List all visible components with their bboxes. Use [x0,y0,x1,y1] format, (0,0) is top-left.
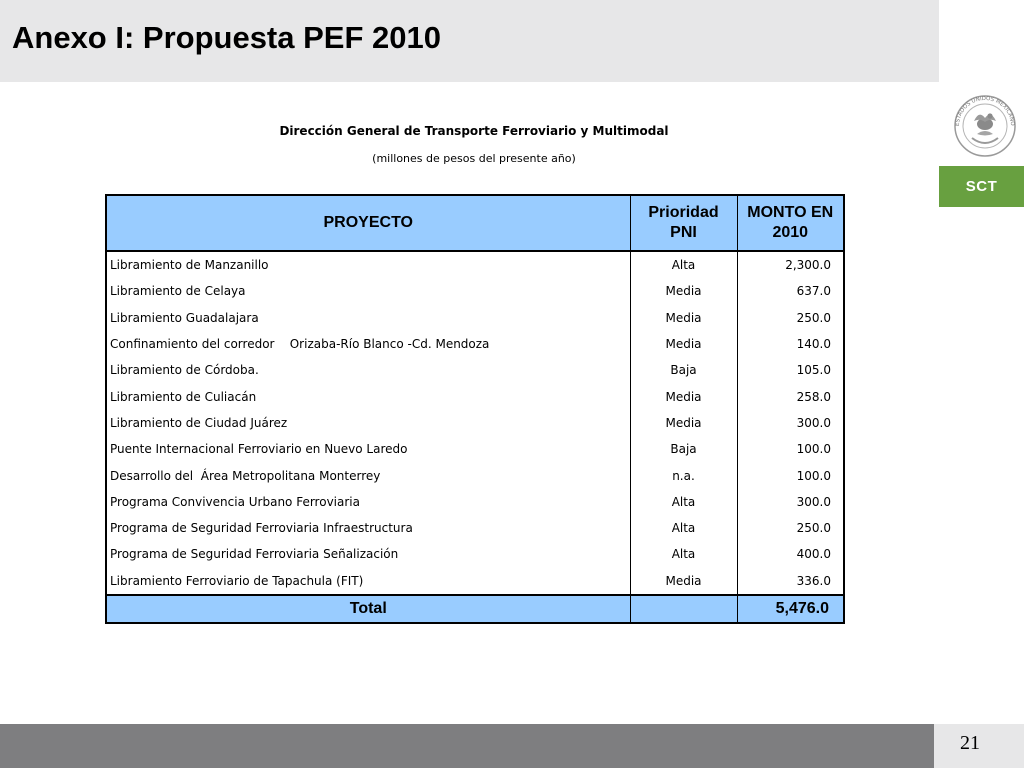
table-row [106,515,844,541]
total-label: Total [106,595,630,623]
project-priority: Alta [630,251,737,278]
table-row [106,383,844,409]
project-name: Programa de Seguridad Ferroviaria Infraestructura [106,515,630,541]
table-row [106,462,844,488]
project-name: Libramiento de Culiacán [106,383,630,409]
project-priority: Media [630,278,737,304]
project-amount: 250.0 [796,521,831,536]
projects-table [105,194,845,624]
project-amount: 105.0 [796,363,831,378]
header-priority: Prioridad PNI [630,195,737,251]
table-row [106,357,844,383]
table-row [106,331,844,357]
sct-logo: SCT [939,166,1024,207]
project-name: Libramiento de Celaya [106,278,630,304]
table-row [106,278,844,304]
table-row [106,489,844,515]
project-name: Confinamiento del corredor Orizaba-Río Blanco -Cd. Mendoza [106,331,630,357]
table-row [106,436,844,462]
project-priority: n.a. [630,462,737,488]
title-bar [0,0,939,82]
project-name: Libramiento Guadalajara [106,305,630,331]
total-row [106,595,844,623]
project-amount: 258.0 [796,389,831,404]
table-units: (millones de pesos del presente año) [372,152,576,165]
project-name: Libramiento de Córdoba. [106,357,630,383]
project-priority: Baja [630,436,737,462]
total-amount: 5,476.0 [737,595,844,623]
header-project: PROYECTO [106,195,630,251]
project-priority: Media [630,331,737,357]
seal-text: ESTADOS UNIDOS MEXICANO [954,95,1016,127]
project-name: Libramiento Ferroviario de Tapachula (FIT) [106,568,630,595]
project-name: Puente Internacional Ferroviario en Nuevo Laredo [106,436,630,462]
header-amount: MONTO EN 2010 [737,195,844,251]
project-name: Libramiento de Manzanillo [106,251,630,278]
table-header-row [106,195,844,251]
project-priority: Alta [630,515,737,541]
project-amount: 100.0 [796,468,831,483]
page-number: 21 [960,732,980,754]
project-amount: 300.0 [796,494,831,509]
project-amount: 2,300.0 [785,258,831,273]
project-name: Desarrollo del Área Metropolitana Monterrey [106,462,630,488]
table-title: Dirección General de Transporte Ferroviario y Multimodal [279,124,669,138]
project-priority: Media [630,305,737,331]
project-priority: Alta [630,541,737,567]
project-amount: 300.0 [796,415,831,430]
project-priority: Media [630,568,737,595]
project-amount: 100.0 [796,442,831,457]
mexican-coat-of-arms-icon [948,88,1022,160]
project-priority: Media [630,383,737,409]
table-row [106,305,844,331]
project-amount: 637.0 [796,284,831,299]
footer-bar [0,724,934,768]
project-name: Libramiento de Ciudad Juárez [106,410,630,436]
table-row [106,568,844,595]
project-priority: Alta [630,489,737,515]
project-priority: Media [630,410,737,436]
total-priority [630,595,737,623]
project-name: Programa Convivencia Urbano Ferroviaria [106,489,630,515]
project-amount: 250.0 [796,310,831,325]
project-amount: 140.0 [796,337,831,352]
project-amount: 336.0 [796,573,831,588]
table-row [106,410,844,436]
table-row [106,541,844,567]
project-name: Programa de Seguridad Ferroviaria Señalización [106,541,630,567]
table-row [106,251,844,278]
project-amount: 400.0 [796,547,831,562]
project-priority: Baja [630,357,737,383]
slide-title: Anexo I: Propuesta PEF 2010 [12,20,441,55]
